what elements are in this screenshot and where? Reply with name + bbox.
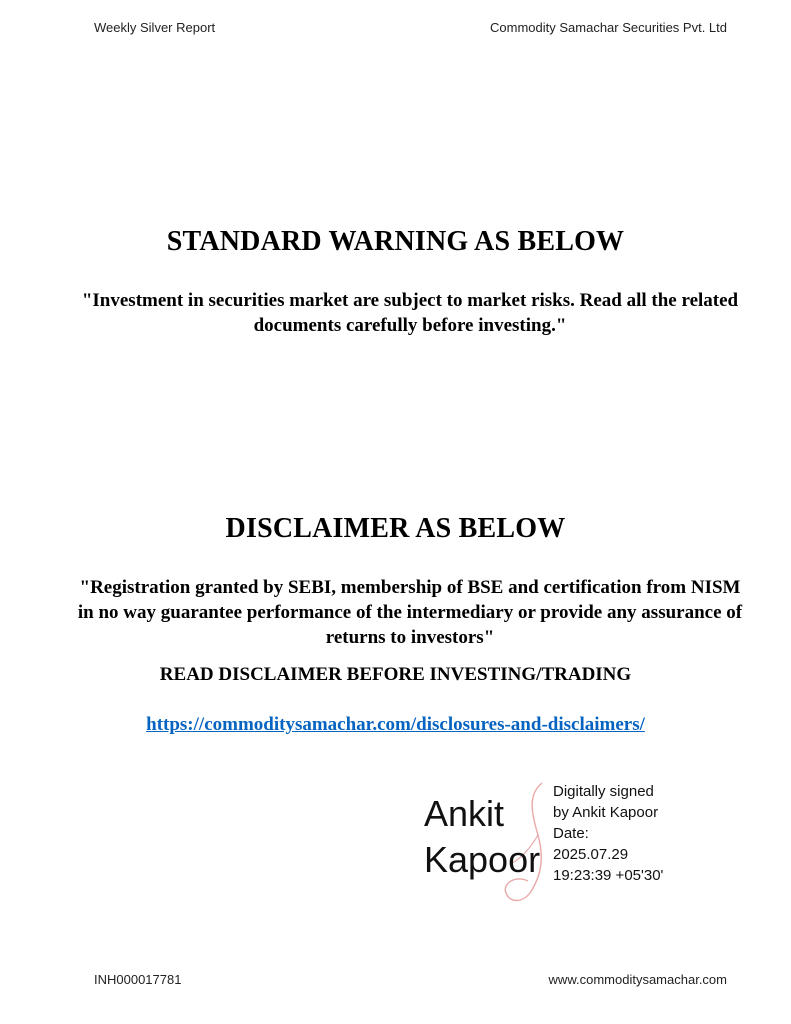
read-disclaimer-notice: READ DISCLAIMER BEFORE INVESTING/TRADING [159, 664, 632, 685]
header-report-title: Weekly Silver Report [94, 20, 216, 35]
disclaimer-text: "Registration granted by SEBI, membership of BSE and certification from NISM in no way guarantee performance of the intermediary or provide any assurance of returns to investors" [77, 577, 743, 648]
signer-last-name: Kapoor [424, 839, 541, 880]
signature-date: 2025.07.29 [553, 846, 629, 863]
signer-first-name: Ankit [424, 793, 505, 834]
warning-heading: STANDARD WARNING AS BELOW [166, 226, 625, 257]
signer-name [424, 791, 540, 883]
footer-registration-number: INH000017781 [94, 972, 182, 987]
signature-detail-line: by Ankit Kapoor [553, 804, 659, 821]
disclaimer-link[interactable]: https://commoditysamachar.com/disclosures-and-disclaimers/ [146, 714, 645, 735]
header-company-name: Commodity Samachar Securities Pvt. Ltd [490, 20, 727, 35]
signature-detail-line: Digitally signed [553, 783, 654, 800]
signature-detail-line: Date: [553, 825, 589, 842]
signature-details [553, 781, 663, 886]
footer-website: www.commoditysamachar.com [548, 972, 727, 987]
digital-signature [420, 775, 720, 910]
signature-time: 19:23:39 +05'30' [553, 867, 664, 884]
disclaimer-heading: DISCLAIMER AS BELOW [225, 513, 566, 544]
warning-text: "Investment in securities market are subject to market risks. Read all the related documents carefully before investing." [81, 290, 739, 336]
